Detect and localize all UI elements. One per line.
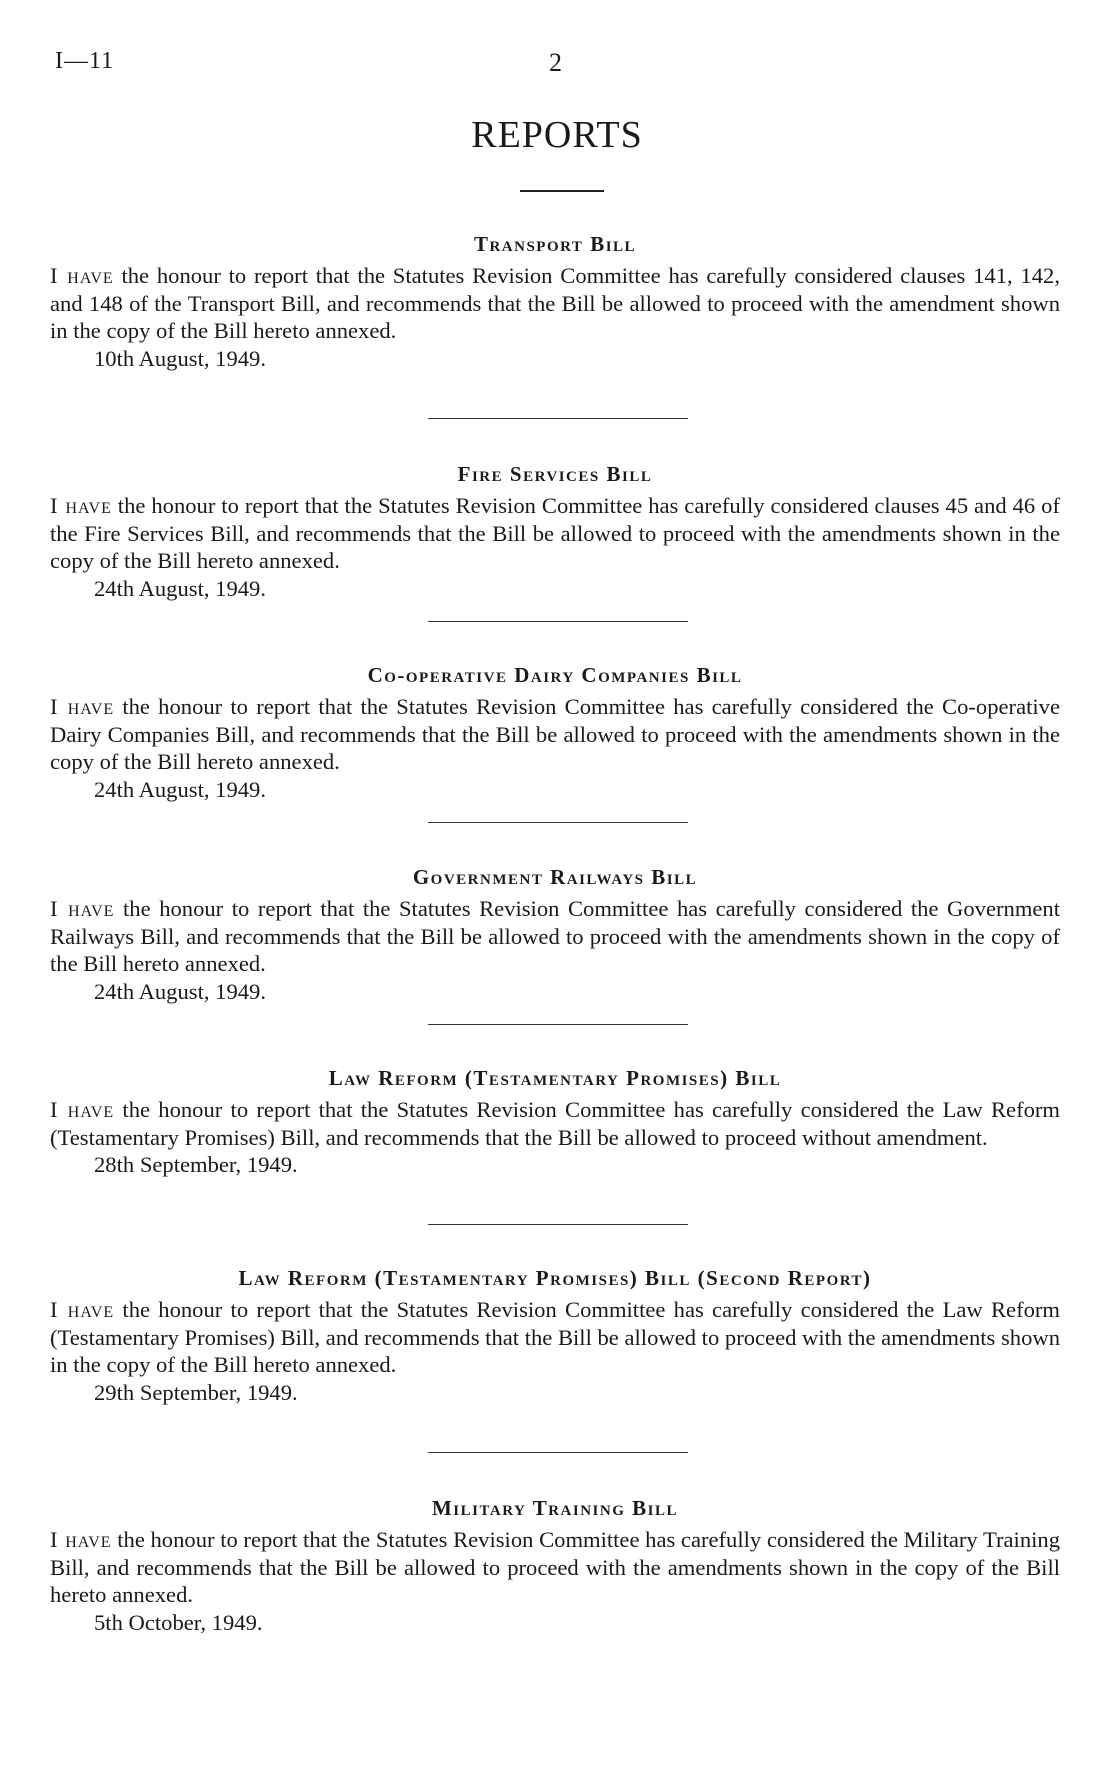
report-government-railways-bill — [50, 863, 1060, 1005]
report-law-reform-bill — [50, 1064, 1060, 1179]
section-divider — [428, 1452, 688, 1453]
report-body — [50, 1526, 1060, 1609]
report-lead: I have — [50, 896, 115, 921]
report-lead: I have — [50, 694, 115, 719]
report-transport-bill — [50, 230, 1060, 372]
section-divider — [428, 621, 688, 622]
report-lead: I have — [50, 263, 114, 288]
report-body — [50, 1096, 1060, 1151]
page-number: 2 — [549, 48, 562, 77]
report-date: 24th August, 1949. — [94, 776, 266, 802]
report-text: the honour to report that the Statutes Revision Committee has carefully considered the Military Training Bill, and recommends that the Bill be allowed to proceed with the amendments shown in the copy of the Bill hereto annexed. — [50, 1527, 1060, 1607]
page-reference: I—11 — [55, 48, 115, 74]
report-body — [50, 693, 1060, 776]
report-body — [50, 895, 1060, 978]
report-date: 24th August, 1949. — [94, 575, 266, 601]
report-text: the honour to report that the Statutes Revision Committee has carefully considered clauses 45 and 46 of the Fire Services Bill, and recommends that the Bill be allowed to proceed with the amendments shown in the copy of the Bill hereto annexed. — [50, 493, 1060, 573]
report-date: 5th October, 1949. — [94, 1609, 263, 1635]
report-body — [50, 262, 1060, 345]
report-text: the honour to report that the Statutes Revision Committee has carefully considered the Law Reform (Testamentary Promises) Bill, and recommends that the Bill be allowed to proceed without amendment. — [50, 1097, 1060, 1150]
report-heading: Co-operative Dairy Companies Bill — [367, 663, 743, 687]
title-rule — [520, 190, 604, 192]
report-heading: Fire Services Bill — [457, 462, 653, 486]
report-date: 24th August, 1949. — [94, 978, 266, 1004]
report-fire-services-bill — [50, 460, 1060, 602]
report-date: 29th September, 1949. — [94, 1379, 298, 1405]
report-heading: Military Training Bill — [431, 1496, 679, 1520]
report-body — [50, 1296, 1060, 1379]
report-lead: I have — [50, 1527, 112, 1552]
report-heading: Law Reform (Testamentary Promises) Bill — [328, 1066, 782, 1090]
page-title: REPORTS — [471, 114, 643, 156]
report-co-operative-dairy-companies-bill — [50, 661, 1060, 803]
report-heading: Government Railways Bill — [412, 865, 698, 889]
report-law-reform-bill-second-report — [50, 1264, 1060, 1406]
report-heading: Law Reform (Testamentary Promises) Bill (Second Report) — [238, 1266, 872, 1290]
report-date: 10th August, 1949. — [94, 345, 266, 371]
report-text: the honour to report that the Statutes Revision Committee has carefully considered clauses 141, 142, and 148 of the Transport Bill, and recommends that the Bill be allowed to proceed with the amendment shown in the copy of the Bill hereto annexed. — [50, 263, 1060, 343]
report-lead: I have — [50, 493, 112, 518]
report-lead: I have — [50, 1097, 115, 1122]
section-divider — [428, 822, 688, 823]
report-body — [50, 492, 1060, 575]
report-text: the honour to report that the Statutes Revision Committee has carefully considered the Co-operative Dairy Companies Bill, and recommends that the Bill be allowed to proceed with the amendments shown in the copy of the Bill hereto annexed. — [50, 694, 1060, 774]
report-heading: Transport Bill — [473, 232, 637, 256]
section-divider — [428, 1224, 688, 1225]
report-text: the honour to report that the Statutes Revision Committee has carefully considered the Government Railways Bill, and recommends that the Bill be allowed to proceed with the amendments shown in the copy of the Bill hereto annexed. — [50, 896, 1060, 976]
section-divider — [428, 418, 688, 419]
section-divider — [428, 1024, 688, 1025]
report-military-training-bill — [50, 1494, 1060, 1636]
report-text: the honour to report that the Statutes Revision Committee has carefully considered the Law Reform (Testamentary Promises) Bill, and recommends that the Bill be allowed to proceed with the amendments shown in the copy of the Bill hereto annexed. — [50, 1297, 1060, 1377]
report-date: 28th September, 1949. — [94, 1152, 298, 1177]
report-lead: I have — [50, 1297, 115, 1322]
